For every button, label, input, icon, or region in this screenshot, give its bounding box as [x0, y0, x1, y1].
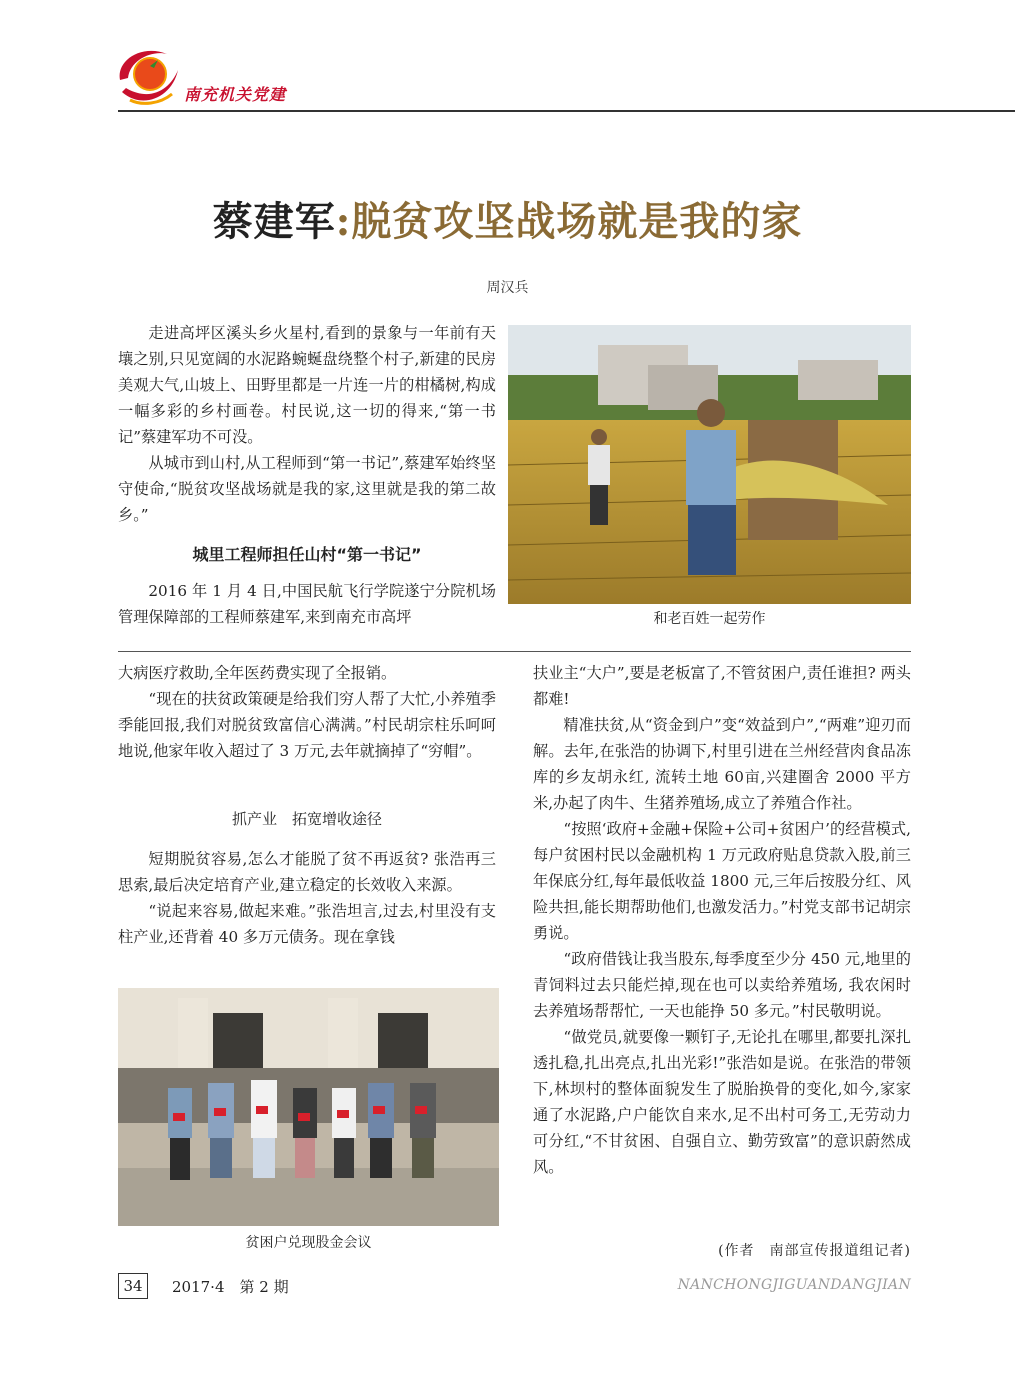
title-name: 蔡建军	[212, 198, 336, 245]
paragraph: “说起来容易,做起来难。”张浩坦言,过去,村里没有支柱产业,还背着 40 多万元债务。现在拿钱	[118, 902, 496, 946]
page-number: 34	[118, 1273, 148, 1299]
section-column	[118, 578, 496, 630]
left-column	[118, 660, 496, 764]
paragraph: “做党员,就要像一颗钉子,无论扎在哪里,都要扎深扎透扎稳,扎出亮点,扎出光彩!”张浩如是说。在张浩的带领下,林坝村的整体面貌发生了脱胎换骨的变化,如今,家家通了水泥路,户户能饮自来水,足不出村可务工,无劳动力可分红,“不甘贫困、自强自立、勤劳致富”的意识蔚然成风。	[533, 1028, 911, 1176]
photo-caption: 和老百姓一起劳作	[653, 611, 766, 627]
magazine-name-pinyin: NANCHONGJIGUANDANGJIAN	[677, 1277, 911, 1293]
section-heading: 抓产业 拓宽增收途径	[231, 810, 382, 828]
harvest-photo	[508, 325, 911, 604]
paragraph: 大病医疗救助,全年医药费实现了全报销。	[118, 664, 397, 682]
paragraph: “按照‘政府+金融+保险+公司+贫困户’的经营模式,每户贫困村民以金融机构 1 万元政府贴息贷款入股,前三年保底分红,每年最低收益 1800 元,三年后按股分红、风险共担,能长期帮助他们,也激发活力。”村党支部书记胡宗勇说。	[533, 820, 911, 942]
brand-name: 南充机关党建	[184, 85, 287, 104]
intro-column	[118, 320, 496, 528]
paragraph: “现在的扶贫政策硬是给我们穷人帮了大忙,小养殖季季能回报,我们对脱贫致富信心满满。”村民胡宗柱乐呵呵地说,他家年收入超过了 3 万元,去年就摘掉了“穷帽”。	[118, 690, 496, 760]
section-divider	[118, 651, 911, 652]
title-colon: :	[335, 198, 352, 245]
author-byline: (作者 南部宣传报道组记者)	[718, 1243, 911, 1259]
article-title	[0, 190, 1015, 247]
photo-caption: 贫困户兑现股金会议	[245, 1235, 372, 1251]
section-heading: 城里工程师担任山村“第一书记”	[192, 545, 422, 564]
paragraph: 扶业主“大户”,要是老板富了,不管贫困户,责任谁担? 两头都难!	[533, 664, 911, 708]
paragraph: “政府借钱让我当股东,每季度至少分 450 元,地里的青饲料过去只能烂掉,现在也可以卖给养殖场, 我农闲时去养殖场帮帮忙, 一天也能挣 50 多元。”村民敬明说。	[533, 950, 911, 1020]
paragraph: 2016 年 1 月 4 日,中国民航飞行学院遂宁分院机场管理保障部的工程师蔡建军,来到南充市高坪	[118, 582, 496, 626]
paragraph: 精准扶贫,从“资金到户”变“效益到户”,“两难”迎刃而解。去年,在张浩的协调下,村里引进在兰州经营肉食品冻库的乡友胡永红, 流转土地 60亩,兴建圈舍 2000 平方米,办起了肉牛、生猪养殖场,成立了养殖合作社。	[533, 716, 911, 812]
issue-info: 2017·4 第 2 期	[172, 1278, 289, 1296]
title-rest: 脱贫攻坚战场就是我的家	[351, 198, 803, 245]
magazine-logo	[112, 40, 182, 112]
paragraph: 从城市到山村,从工程师到“第一书记”,蔡建军始终坚守使命,“脱贫攻坚战场就是我的家,这里就是我的第二故乡。”	[118, 454, 496, 524]
header-divider	[118, 110, 1015, 112]
meeting-photo	[118, 988, 499, 1226]
left-column-continued	[118, 846, 496, 950]
paragraph: 走进高坪区溪头乡火星村,看到的景象与一年前有天壤之别,只见宽阔的水泥路蜿蜒盘绕整个村子,新建的民房美观大气,山坡上、田野里都是一片连一片的柑橘树,构成一幅多彩的乡村画卷。村民说,这一切的得来,“第一书记”蔡建军功不可没。	[118, 324, 496, 446]
paragraph: 短期脱贫容易,怎么才能脱了贫不再返贫? 张浩再三思索,最后决定培育产业,建立稳定的长效收入来源。	[118, 850, 496, 894]
right-column	[533, 660, 911, 1180]
author-name: 周汉兵	[486, 280, 529, 296]
